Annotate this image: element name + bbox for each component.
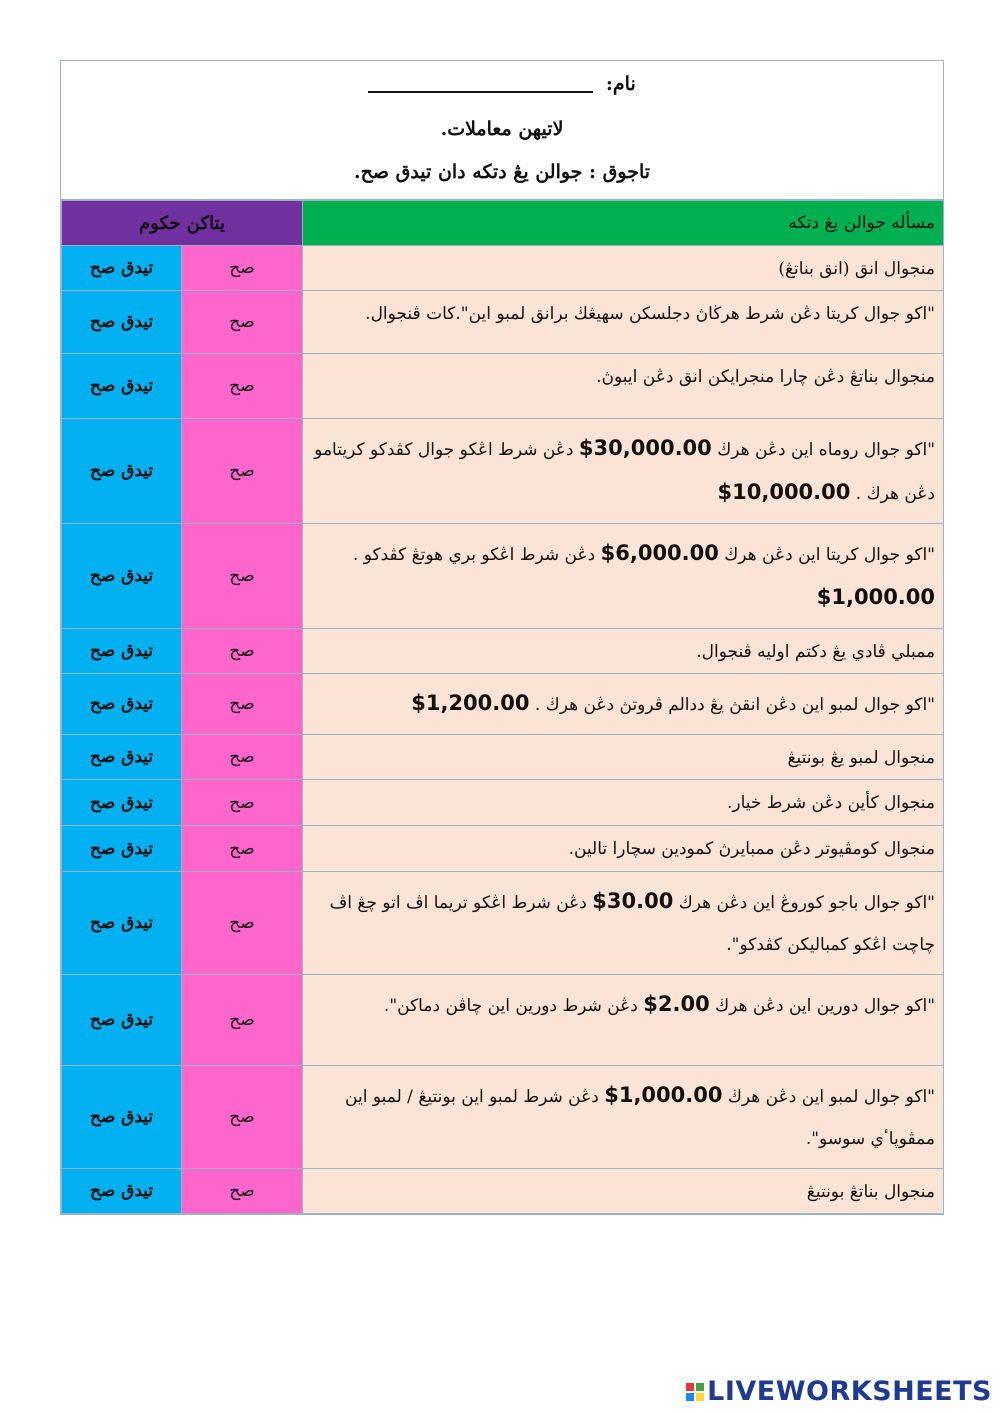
answer-cell[interactable]: تيدق صح: [62, 1066, 182, 1169]
logo-text: LIVEWORKSHEETS: [707, 1376, 992, 1407]
price-amount: $10,000.00: [717, 480, 851, 504]
worksheet: [60, 60, 944, 1215]
question-column-header: مسأله جوالن يڠ دتكه: [303, 201, 944, 246]
question-cell: [303, 354, 944, 419]
option-cell[interactable]: صح: [182, 1066, 303, 1169]
answer-cell[interactable]: تيدق صح: [62, 975, 182, 1066]
question-cell: [303, 1169, 944, 1214]
question-text: دڠن شرط دورين اين چاڤن: [445, 996, 638, 1016]
question-text: ممبلي ڤادي يڠ دکتم اوليه ڤنجوال.: [696, 642, 936, 662]
table-row: [62, 1169, 944, 1214]
question-text: "اکو جوال کريتا دڠن شرط هرڬاڽ دجلسکن سهيڠڬ برانق لمبو اين".کات ڤنجوال.: [365, 304, 936, 324]
question-cell: [303, 780, 944, 826]
answer-cell[interactable]: تيدق صح: [62, 629, 182, 674]
price-amount: $30,000.00: [578, 436, 712, 460]
answer-cell[interactable]: تيدق صح: [62, 735, 182, 780]
question-cell: [303, 246, 944, 291]
question-cell: [303, 629, 944, 674]
option-cell[interactable]: صح: [182, 246, 303, 291]
table-row: [62, 674, 944, 735]
question-text: دڠن شرط اڠکو بري هوتڠ: [411, 545, 596, 565]
answer-cell[interactable]: تيدق صح: [62, 674, 182, 735]
question-cell: [303, 674, 944, 735]
option-cell[interactable]: صح: [182, 780, 303, 826]
answer-cell[interactable]: تيدق صح: [62, 524, 182, 629]
table-row: [62, 780, 944, 826]
price-amount: $1,000.00: [604, 1083, 723, 1107]
question-cell: [303, 735, 944, 780]
option-cell[interactable]: صح: [182, 354, 303, 419]
option-cell[interactable]: صح: [182, 975, 303, 1066]
question-text: "اکو جوال باجو کوروڠ اين دڠن هرڬ: [678, 893, 936, 913]
question-text: اين ممڤوڽاٴي سوسو".: [345, 1087, 936, 1149]
question-text: اتو چڠ اڤ چاچت اڠکو کمباليکن کڤدکو".: [329, 893, 936, 955]
option-cell[interactable]: صح: [182, 629, 303, 674]
option-cell[interactable]: صح: [182, 674, 303, 735]
question-text: منجوال بناتڠ بونتيڠ: [806, 1182, 936, 1202]
table-row: [62, 826, 944, 872]
price-amount: $2.00: [643, 992, 710, 1016]
answer-cell[interactable]: تيدق صح: [62, 780, 182, 826]
answer-cell[interactable]: تيدق صح: [62, 291, 182, 354]
price-amount: $30.00: [592, 889, 674, 913]
price-amount: $1,200.00: [411, 691, 530, 715]
table-row: [62, 419, 944, 524]
question-text: منجوال کومڤيوتر دڠن ممبايرڽ کمودين سچارا تالين.: [568, 839, 936, 859]
question-text: دماکن".: [383, 996, 441, 1016]
option-cell[interactable]: صح: [182, 1169, 303, 1214]
table-row: [62, 975, 944, 1066]
answer-cell[interactable]: تيدق صح: [62, 354, 182, 419]
question-text: "اکو جوال لمبو اين دڠن انقڽ يڠ ددالم ڤروتڽ دڠن هرڬ .: [534, 695, 936, 715]
table-row: [62, 354, 944, 419]
question-text: "اکو جوال لمبو اين دڠن هرڬ: [727, 1087, 936, 1107]
name-input-line[interactable]: [368, 77, 593, 93]
price-amount: $1,000.00: [816, 585, 936, 609]
question-text: "اکو جوال دورين اين دڠن هرڬ: [715, 996, 936, 1016]
question-text: "اکو جوال کريتا اين دڠن هرڬ: [724, 545, 936, 565]
question-text: منجوال انق (انق بناتڠ): [778, 259, 936, 279]
question-cell: [303, 826, 944, 872]
worksheet-header: [61, 61, 943, 200]
logo-mark-icon: [686, 1383, 704, 1401]
table-header-row: [62, 201, 944, 246]
worksheet-instruction: تاجوق : جوالن يڠ دتكه دان تيدق صح.: [353, 161, 651, 183]
table-row: [62, 524, 944, 629]
table-row: [62, 735, 944, 780]
name-label: نام:: [605, 73, 636, 95]
name-row: [61, 73, 943, 95]
answer-column-header: يتاكن حكوم: [62, 201, 303, 246]
table-row: [62, 246, 944, 291]
question-cell: [303, 1066, 944, 1169]
answer-cell[interactable]: تيدق صح: [62, 826, 182, 872]
question-text: دڠن شرط اڠکو تريما اڤ: [406, 893, 587, 913]
question-text: منجوال لمبو يڠ بونتيڠ: [787, 748, 936, 768]
table-row: [62, 872, 944, 975]
question-text: دڠن شرط اڠکو جوال: [417, 440, 574, 460]
option-cell[interactable]: صح: [182, 524, 303, 629]
table-row: [62, 291, 944, 354]
option-cell[interactable]: صح: [182, 826, 303, 872]
answer-cell[interactable]: تيدق صح: [62, 246, 182, 291]
table-row: [62, 629, 944, 674]
question-text: "اکو جوال روماه اين دڠن هرڬ: [717, 440, 936, 460]
question-cell: [303, 975, 944, 1066]
question-cell: [303, 524, 944, 629]
worksheet-title: لاتيهن معاملات.: [440, 118, 564, 140]
question-text: کڤدکو .: [352, 545, 407, 565]
answer-cell[interactable]: تيدق صح: [62, 872, 182, 975]
question-text: دڠن شرط لمبو اين بونتيڠ / لمبو: [372, 1087, 599, 1107]
question-cell: [303, 419, 944, 524]
question-cell: [303, 291, 944, 354]
option-cell[interactable]: صح: [182, 291, 303, 354]
table-row: [62, 1066, 944, 1169]
question-text: منجوال کأين دڠن شرط خيار.: [726, 793, 936, 813]
liveworksheets-logo: [686, 1376, 992, 1407]
question-table: [61, 200, 944, 1214]
option-cell[interactable]: صح: [182, 735, 303, 780]
answer-cell[interactable]: تيدق صح: [62, 1169, 182, 1214]
price-amount: $6,000.00: [600, 541, 719, 565]
question-cell: [303, 872, 944, 975]
option-cell[interactable]: صح: [182, 419, 303, 524]
option-cell[interactable]: صح: [182, 872, 303, 975]
question-text: منجوال بناتڠ دڠن چارا منجرايکن انق دڠن ايبوڽ.: [596, 367, 936, 387]
question-text: کڤدکو کريتامو دڠن هرڬ .: [314, 440, 936, 504]
answer-cell[interactable]: تيدق صح: [62, 419, 182, 524]
